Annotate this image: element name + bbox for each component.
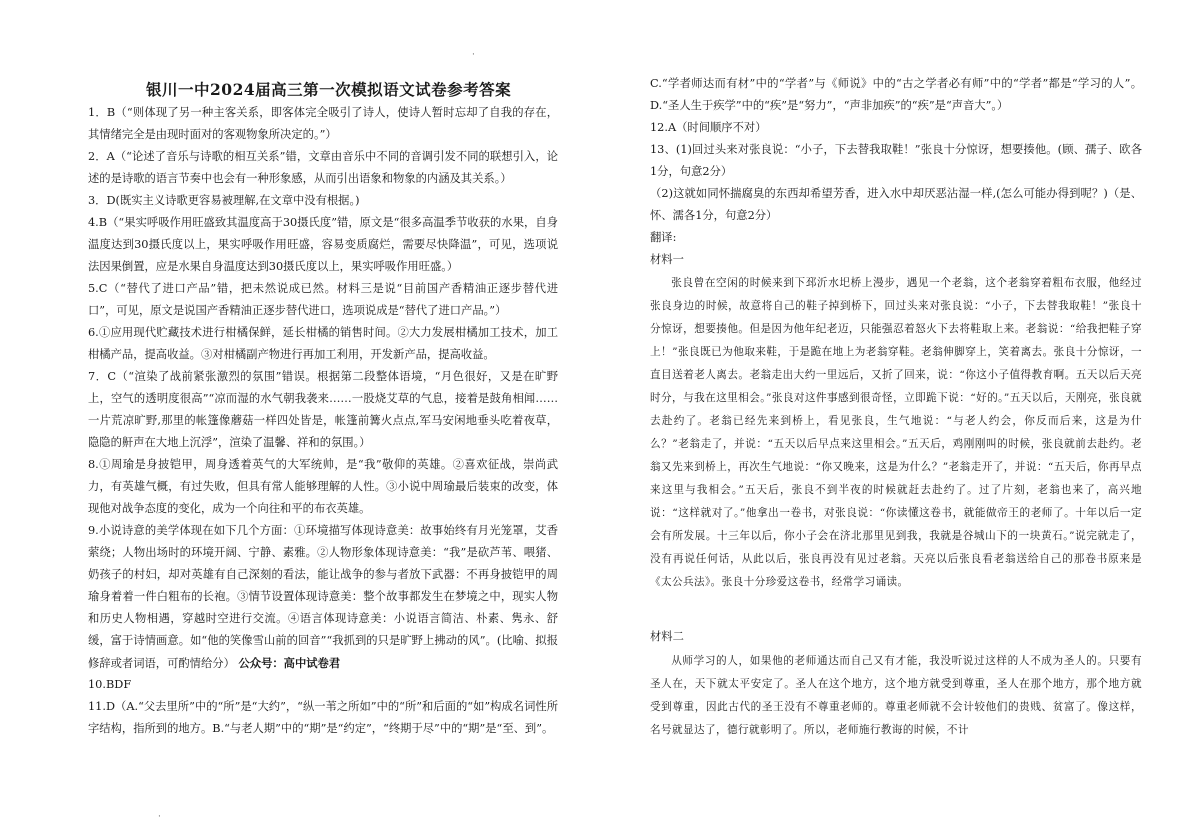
translation-heading: 翻译: (650, 231, 677, 244)
material-1-label: 材料一 (650, 253, 684, 266)
answer-10: 10.BDF (88, 678, 132, 691)
page-title: 银川一中2024届高三第一次模拟语文试卷参考答案 (146, 80, 512, 99)
answer-5: 5.C（“替代了进口产品”错，把未然说成已然。材料三是说“目前国产香精油正逐步替代进口”，可见，原文是说国产香精油正逐步替代进口，选项说成是“替代了进口产品。”） (88, 282, 558, 317)
scan-dot: · (472, 50, 475, 60)
answer-13-2: （2)这就如同怀揣腐臭的东西却希望芳香，进入水中却厌恶沾湿一样,(怎么可能办得到呢？)（是、怀、濡各1分，句意2分） (650, 187, 1142, 222)
scan-dot: · (158, 812, 161, 822)
answer-6: 6.①应用现代贮藏技术进行柑橘保鲜，延长柑橘的销售时间。②大力发展柑橘加工技术，加工柑橘产品，提高收益。③对柑橘副产物进行再加工利用，开发新产品，提高收益。 (88, 326, 558, 361)
material-2-label: 材料二 (650, 630, 684, 643)
answer-8: 8.①周瑜是身披铠甲，周身透着英气的大军统帅，是“我”敬仰的英雄。②喜欢征战，崇尚武力，有英雄气概，有过失败，但具有常人能够理解的人性。③小说中周瑜最后装束的改变，体现他对战争态度的变化，成为一个向往和平的布衣英雄。 (88, 458, 558, 515)
answer-1: 1．B（“则体现了另一种主客关系，即客体完全吸引了诗人，使诗人暂时忘却了自我的存在，其情绪完全是由现时面对的客观物象所决定的。”） (88, 106, 558, 141)
answer-3: 3．D(既实主义诗歌更容易被理解,在文章中没有根据。) (88, 194, 360, 207)
answer-4: 4.B（“果实呼吸作用旺盛致其温度高于30摄氏度”错，原文是“很多高温季节收获的水果，自身温度达到30摄氏度以上，果实呼吸作用旺盛，容易变质腐烂，需要尽快降温”，可见，选项说法因果倒置，应是水果自身温度达到30摄氏度以上，果实呼吸作用旺盛。） (88, 216, 558, 273)
answer-9-text: 9.小说诗意的美学体现在如下几个方面：①环境描写体现诗意美：故事始终有月光笼罩，艾香萦绕；人物出场时的环境开阔、宁静、素雅。②人物形象体现诗意美：“我”是砍芦苇、喂猪、奶孩子的村妇，却对英雄有自己深刻的看法，能让战争的参与者放下武器：不再身披铠甲的周瑜身着着一件白粗布的长袍。③情节设置体现诗意美：整个故事都发生在梦境之中，现实人物和历史人物相遇，穿越时空进行交流。④语言体现诗意美：小说语言简洁、朴素、隽永、舒缓，富于诗情画意。如“他的笑像雪山前的回音”“我抓到的只是旷野上拂动的风”。(比喻、拟报修辞或者词语，可酌情给分） (88, 524, 558, 670)
material-1-translation: 张良曾在空闲的时候来到下邳沂水圯桥上漫步，遇见一个老翁，这个老翁穿着粗布衣服，他经过张良身边的时候，故意将自己的鞋子掉到桥下，回过头来对张良说：“小子，下去替我取鞋！”张良十分惊讶，想要揍他。但是因为他年纪老迈，只能强忍着怒火下去将鞋取上来。老翁说：“给我把鞋子穿上！”张良既已为他取来鞋，于是跪在地上为老翁穿鞋。老翁伸脚穿上，笑着离去。张良十分惊讶，一直目送着老人离去。老翁走出大约一里远后，又折了回来，说：“你这小子值得教育啊。五天以后天亮时分，与我在这里相会。”张良对这件事感到很奇怪，立即跪下说：“好的。”五天以后，天刚亮，张良就去赴约了。老翁已经先来到桥上，看见张良，生气地说：“与老人约会，你反而后来，这是为什么？”老翁走了，并说：“五天以后早点来这里相会。”五天后，鸡刚刚叫的时候，张良就前去赴约。老翁又先来到桥上，再次生气地说：“你又晚来，这是为什么？”老翁走开了，并说：“五天后，你再早点来这里与我相会。”五天后，张良不到半夜的时候就赶去赴约了。过了片刻，老翁也来了，高兴地说：“这样就对了。”他拿出一卷书，对张良说：“你读懂这卷书，就能做帝王的老师了。十年以后一定会有所发展。十三年以后，你小子会在济北那里见到我，我就是谷城山下的一块黄石。”说完就走了，没有再说任何话，从此以后，张良再没有见过老翁。天亮以后张良看老翁送给自己的那卷书原来是《太公兵法》。张良十分珍爱这卷书，经常学习诵读。 (650, 277, 1142, 588)
answer-7: 7．C（“渲染了战前紧张激烈的氛围”错误。根据第二段整体语境，“月色很好，又是在旷野上，空气的透明度很高”“凉而湿的水气朝我袭来……一股烧艾草的气息，接着是鼓角相闻……一片荒凉旷野,那里的帐篷像蘑菇一样四处皆是，帐篷前篝火点点,军马安闲地垂头吃着夜草，隐隐的鼾声在大地上沉浮”，渲染了温馨、祥和的氛围。） (88, 370, 558, 449)
answer-12: 12.A（时间顺序不对） (650, 121, 767, 134)
answer-2: 2．A（“论述了音乐与诗歌的相互关系”错，文章由音乐中不同的音调引发不同的联想引入，论述的是诗歌的语言节奏中也会有一种形象感，从而引出语象和物象的内涵及其关系。） (88, 150, 558, 185)
wechat-account-note: 公众号：高中试卷君 (238, 656, 341, 670)
answer-11: 11.D（A.“父去里所”中的“所”是“大约”，“纵一苇之所如”中的“所”和后面的“如”构成名词性所字结构，指所到的地方。B.“与老人期”中的“期”是“约定”，“终期于尽”中的“期”是“至、到”。 (88, 700, 558, 735)
answer-13-1: 13、(1)回过头来对张良说：“小子，下去替我取鞋！”张良十分惊讶，想要揍他。(顾、孺子、欧各1分，句意2分） (650, 143, 1142, 178)
answer-9 (88, 520, 558, 675)
answer-11-cont: C.“学者师达而有材”中的“学者”与《师说》中的“古之学者必有师”中的“学者”都是“学习的人”。D.“圣人生于疾学”中的“疾”是“努力”，“声非加疾”的“疾”是“声音大”。） (650, 77, 1142, 112)
material-2-translation: 从师学习的人，如果他的老师通达而自己又有才能，我没听说过这样的人不成为圣人的。只要有圣人在，天下就太平安定了。圣人在这个地方，这个地方就受到尊重，圣人在那个地方，那个地方就受到尊重，因此古代的圣王没有不尊重老师的。尊重老师就不会计较他们的贵贱、贫富了。像这样，名号就显达了，德行就彰明了。所以，老师施行教诲的时候，不计 (650, 655, 1142, 736)
